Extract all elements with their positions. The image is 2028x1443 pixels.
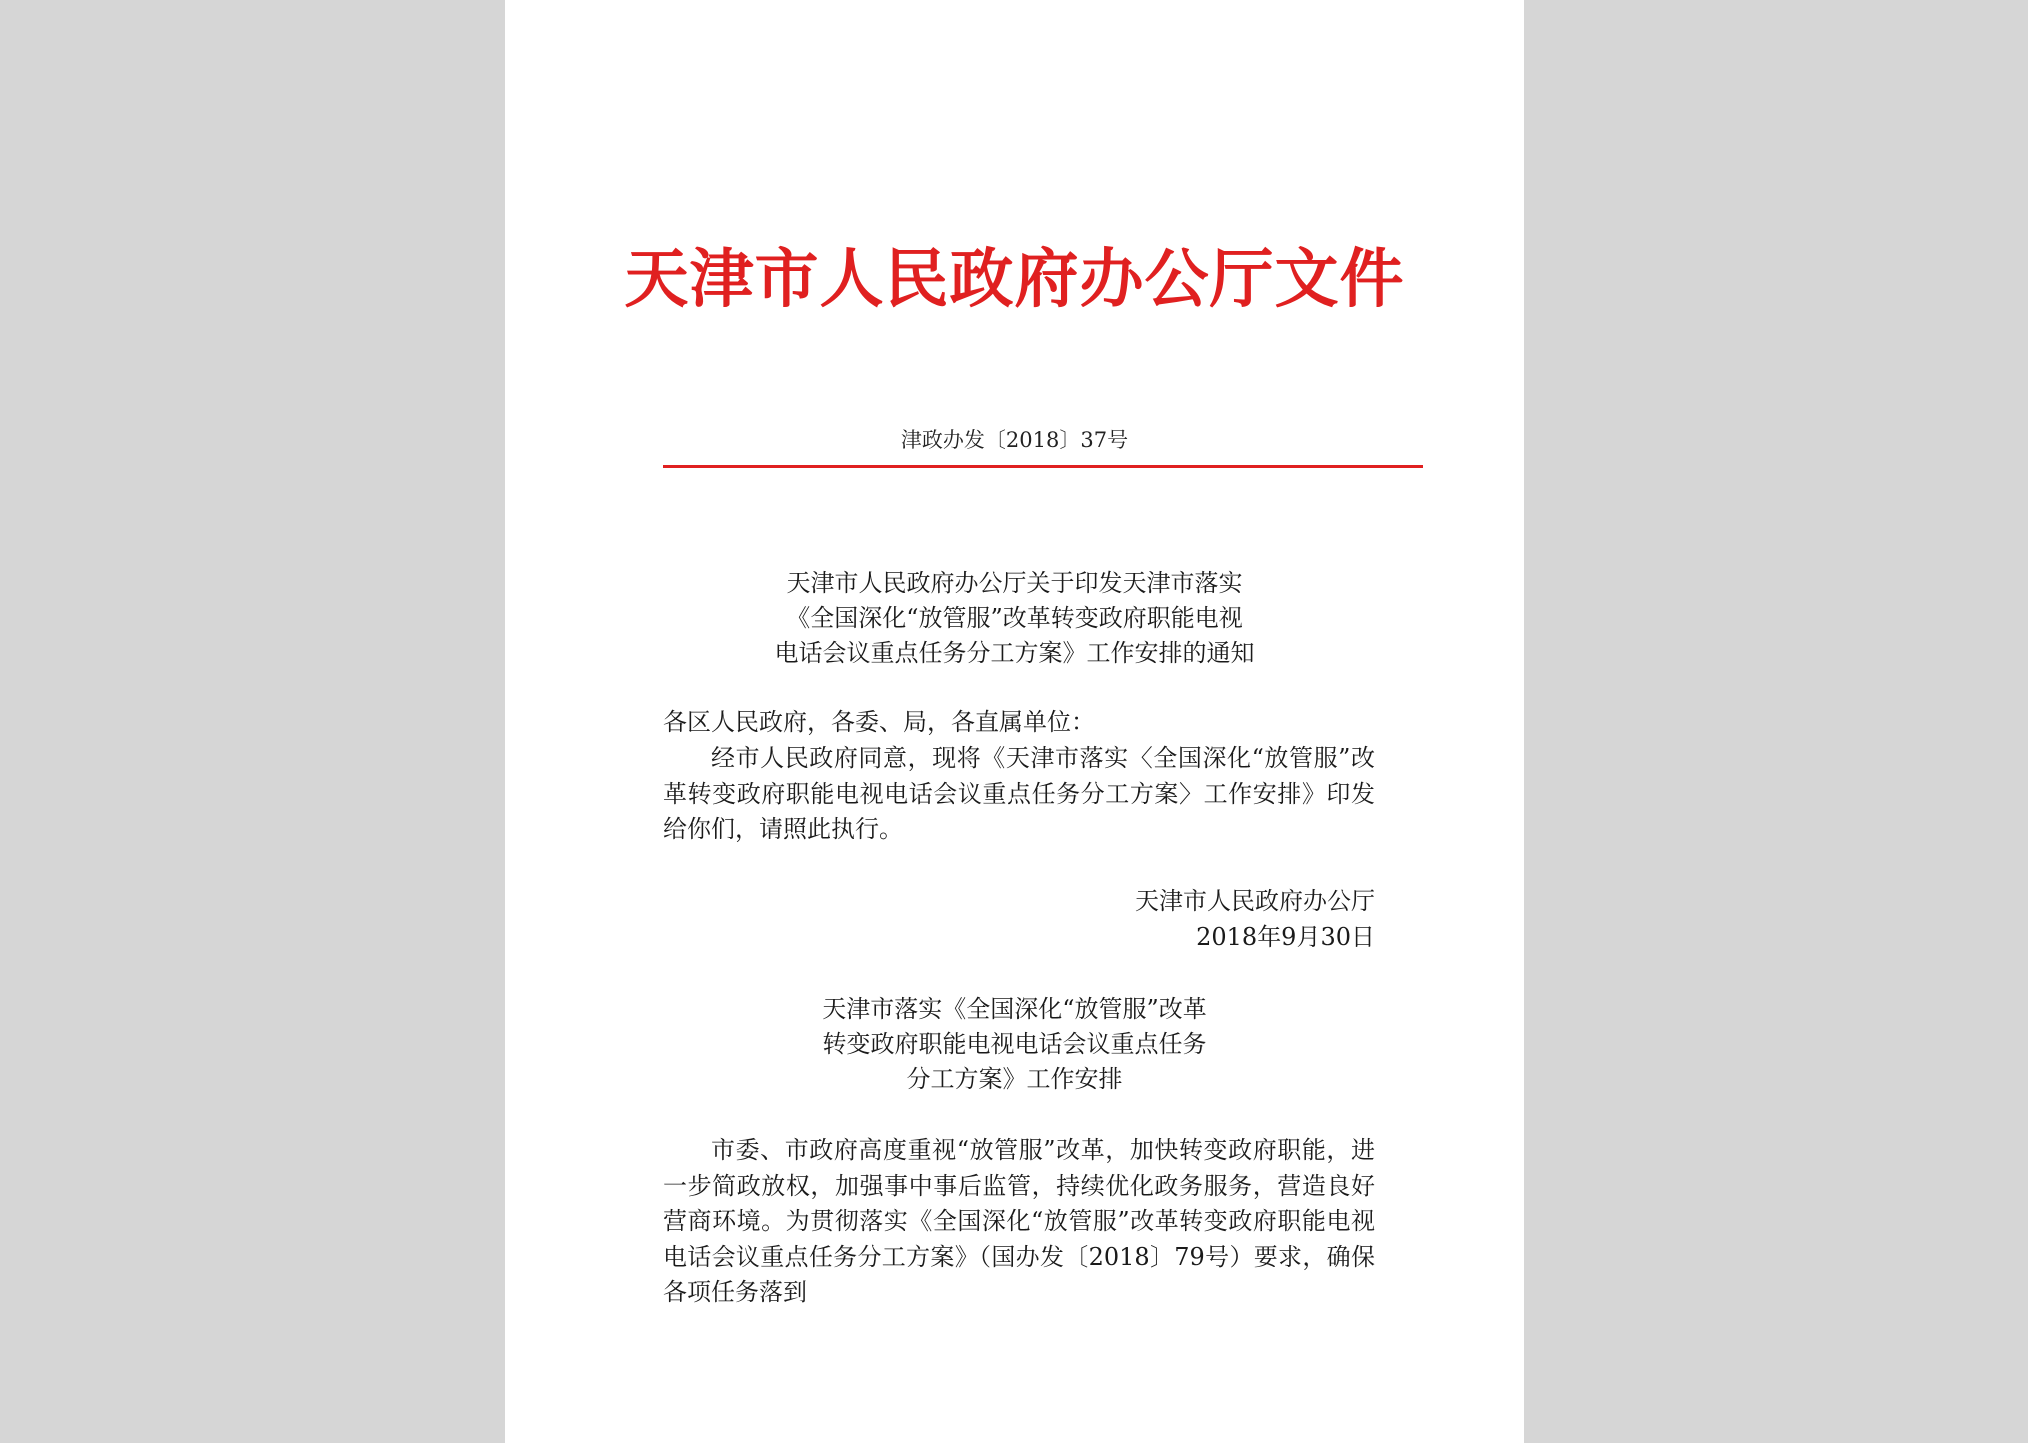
notice-title-line-2: 《全国深化“放管服”改革转变政府职能电视 (786, 604, 1243, 632)
document-page (505, 0, 1524, 1443)
red-divider-line (663, 465, 1423, 468)
notice-title (505, 566, 1524, 671)
attachment-title-line-1: 天津市落实《全国深化“放管服”改革 (822, 995, 1207, 1023)
notice-title-line-1: 天津市人民政府办公厅关于印发天津市落实 (786, 569, 1243, 597)
notice-title-line-3: 电话会议重点任务分工方案》工作安排的通知 (774, 639, 1255, 667)
document-number: 津政办发〔2018〕37号 (900, 428, 1129, 452)
red-masthead-title: 天津市人民政府办公厅文件 (624, 242, 1405, 317)
attachment-title-line-3: 分工方案》工作安排 (906, 1065, 1123, 1093)
issue-date: 2018年9月30日 (1196, 923, 1375, 951)
signatory: 天津市人民政府办公厅 (1135, 887, 1375, 915)
attachment-body: 市委、市政府高度重视“放管服”改革，加快转变政府职能，进一步简政放权，加强事中事后监管，持续优化政务服务，营造良好营商环境。为贯彻落实《全国深化“放管服”改革转变政府职能电视电话会议重点任务分工方案》（国办发〔2018〕79号）要求，确保各项任务落到 (663, 1136, 1375, 1306)
salutation: 各区人民政府，各委、局，各直属单位： (663, 708, 1095, 736)
attachment-title-line-2: 转变政府职能电视电话会议重点任务 (822, 1030, 1207, 1058)
notice-body: 经市人民政府同意，现将《天津市落实〈全国深化“放管服”改革转变政府职能电视电话会议重点任务分工方案〉工作安排》印发给你们，请照此执行。 (663, 744, 1375, 843)
attachment-title (505, 992, 1524, 1097)
